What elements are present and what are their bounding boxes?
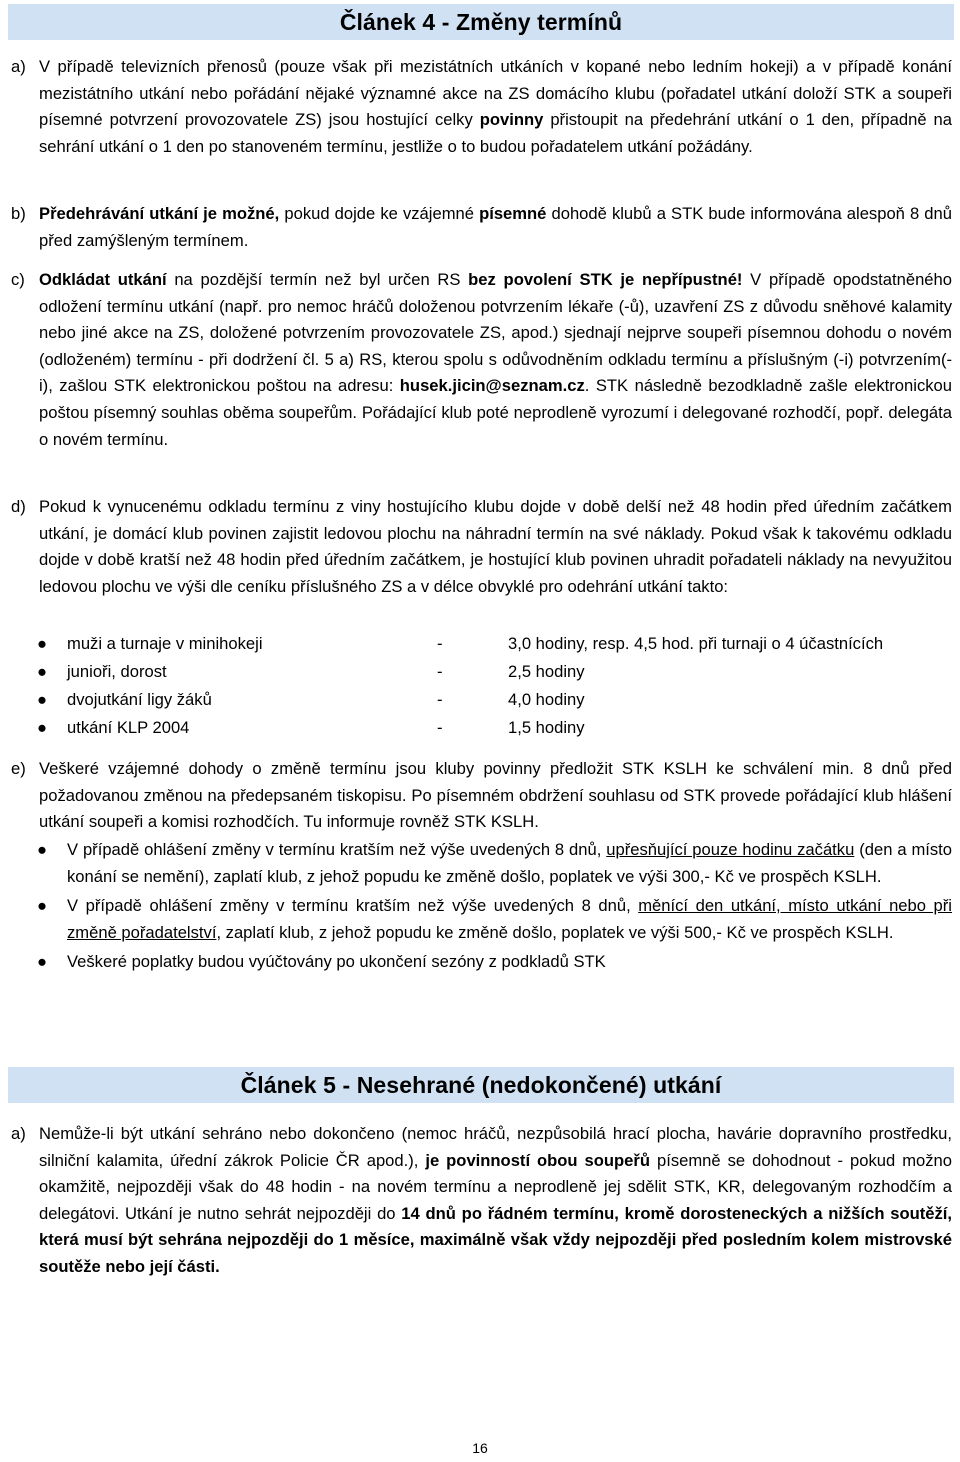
- bullet-dot-icon: ●: [37, 952, 48, 971]
- article-4-paragraph-e: [11, 756, 952, 836]
- article-4-paragraph-a: [11, 54, 952, 160]
- bullet-dot-icon: ●: [37, 840, 48, 859]
- list-item: ● V případě ohlášení změny v termínu kratším než výše uvedených 8 dnů, upřesňující pouze hodinu začátku (den a místo konání se nemění), zaplatí klub, z jehož popudu ke změně došlo, poplatek ve výši 300,- Kč ve prospěch KSLH.: [37, 836, 952, 890]
- ice-time-list: [37, 630, 952, 742]
- page-number: 16: [472, 1440, 488, 1456]
- paragraph-text: Nemůže-li být utkání sehráno nebo dokončeno (nemoc hráčů, nezpůsobilá hrací plocha, havárie dopravního prostředku, silniční kalamita, úřední zákrok Policie ČR apod.), je povinností obou soupeřů písemně se dohodnout - pokud možno okamžitě, nejpozději však do 48 hodin - na novém termínu a neprodleně jej sdělit STK, KR, delegovaným rozhodčím a delegátovi. Utkání je nutno sehrát nejpozději do 14 dnů po řádném termínu, kromě dorosteneckých a nižších soutěží, která musí být sehrána nejpozději do 1 měsíce, maximálně však vždy nejpozději před posledním kolem mistrovské soutěže nebo její části.: [39, 1124, 952, 1276]
- fee-list: [37, 836, 952, 975]
- list-item: ● junioři, dorost - 2,5 hodiny: [37, 658, 952, 686]
- bullet-dot-icon: ●: [37, 662, 48, 681]
- list-item: ● muži a turnaje v minihokeji - 3,0 hodiny, resp. 4,5 hod. při turnaji o 4 účastnících: [37, 630, 952, 658]
- article-4-paragraph-b: [11, 201, 952, 254]
- paragraph-label: b): [11, 204, 26, 223]
- list-item: ● dvojutkání ligy žáků - 4,0 hodiny: [37, 686, 952, 714]
- article-4-paragraph-d: [11, 494, 952, 600]
- list-item: ● Veškeré poplatky budou vyúčtovány po ukončení sezóny z podkladů STK: [37, 948, 952, 975]
- bullet-dot-icon: ●: [37, 896, 48, 915]
- paragraph-text: Odkládat utkání na pozdější termín než byl určen RS bez povolení STK je nepřípustné! V případě opodstatněného odložení termínu utkání (např. pro nemoc hráčů doloženou potvrzením lékaře (-ů), uzavření ZS z důvodu sněhové kalamity nebo jiné akce na ZS, doložené potvrzením provozovatele ZS, apod.) sjednají nejprve soupeři písemnou dohodu o novém (odloženém) termínu - při dodržení čl. 5 a) RS, kterou spolu s odůvodněním odkladu termínu a příslušným (-i) potvrzením(-i), zašlou STK elektronickou poštou na adresu: husek.jicin@seznam.cz. STK následně bezodkladně zašle elektronickou poštou písemný souhlas oběma soupeřům. Pořádající klub poté neprodleně vyrozumí i delegované rozhodčí, popř. delegáta o novém termínu.: [39, 270, 952, 449]
- list-item: ● utkání KLP 2004 - 1,5 hodiny: [37, 714, 952, 742]
- email-address[interactable]: husek.jicin@seznam.cz: [399, 376, 585, 396]
- article-5-title: Článek 5 - Nesehrané (nedokončené) utkání: [240, 1072, 722, 1098]
- article-4-paragraph-c: [11, 267, 952, 453]
- list-item: ● V případě ohlášení změny v termínu kratším než výše uvedených 8 dnů, měnící den utkání, místo utkání nebo při změně pořadatelství, zaplatí klub, z jehož popudu ke změně došlo, poplatek ve výši 500,- Kč ve prospěch KSLH.: [37, 892, 952, 946]
- article-4-heading-bar: [8, 4, 954, 40]
- article-5-paragraph-a: [11, 1121, 952, 1281]
- paragraph-text: Pokud k vynucenému odkladu termínu z viny hostujícího klubu dojde v době delší než 48 hodin před úředním začátkem utkání, je domácí klub povinen zajistit ledovou plochu na náhradní termín na své náklady. Pokud však k takovému odkladu dojde v době kratší než 48 hodin před úředním začátkem, je hostující klub povinen uhradit pořadateli náklady na nevyužitou ledovou plochu ve výši dle ceníku příslušného ZS a v délce obvyklé pro odehrání utkání takto:: [39, 497, 952, 596]
- paragraph-label: d): [11, 497, 26, 516]
- bullet-dot-icon: ●: [37, 690, 48, 709]
- paragraph-label: a): [11, 57, 26, 76]
- paragraph-text: Předehrávání utkání je možné, pokud dojde ke vzájemné písemné dohodě klubů a STK bude informována alespoň 8 dnů před zamýšleným termínem.: [39, 204, 952, 250]
- paragraph-label: c): [11, 270, 25, 289]
- paragraph-text: V případě televizních přenosů (pouze však při mezistátních utkáních v kopané nebo ledním hokeji) a v případě konání mezistátního utkání nebo pořádání nějaké významné akce na ZS domácího klubu (pořadatel utkání doloží STK a soupeři písemné potvrzení provozovatele ZS) jsou hostující celky povinny přistoupit na předehrání utkání o 1 den, případně na sehrání utkání o 1 den po stanoveném termínu, jestliže o to budou pořadatelem utkání požádány.: [39, 57, 952, 156]
- paragraph-text: Veškeré vzájemné dohody o změně termínu jsou kluby povinny předložit STK KSLH ke schválení min. 8 dnů před požadovanou změnou na předepsaném tiskopisu. Po písemném obdržení souhlasu od STK provede pořádající klub hlášení utkání soupeři a komisi rozhodčích. Tu informuje rovněž STK KSLH.: [39, 759, 952, 832]
- bullet-dot-icon: ●: [37, 634, 48, 653]
- paragraph-label: a): [11, 1124, 26, 1143]
- paragraph-label: e): [11, 759, 26, 778]
- bullet-dot-icon: ●: [37, 718, 48, 737]
- article-4-title: Článek 4 - Změny termínů: [339, 9, 623, 35]
- article-5-heading-bar: [8, 1067, 954, 1103]
